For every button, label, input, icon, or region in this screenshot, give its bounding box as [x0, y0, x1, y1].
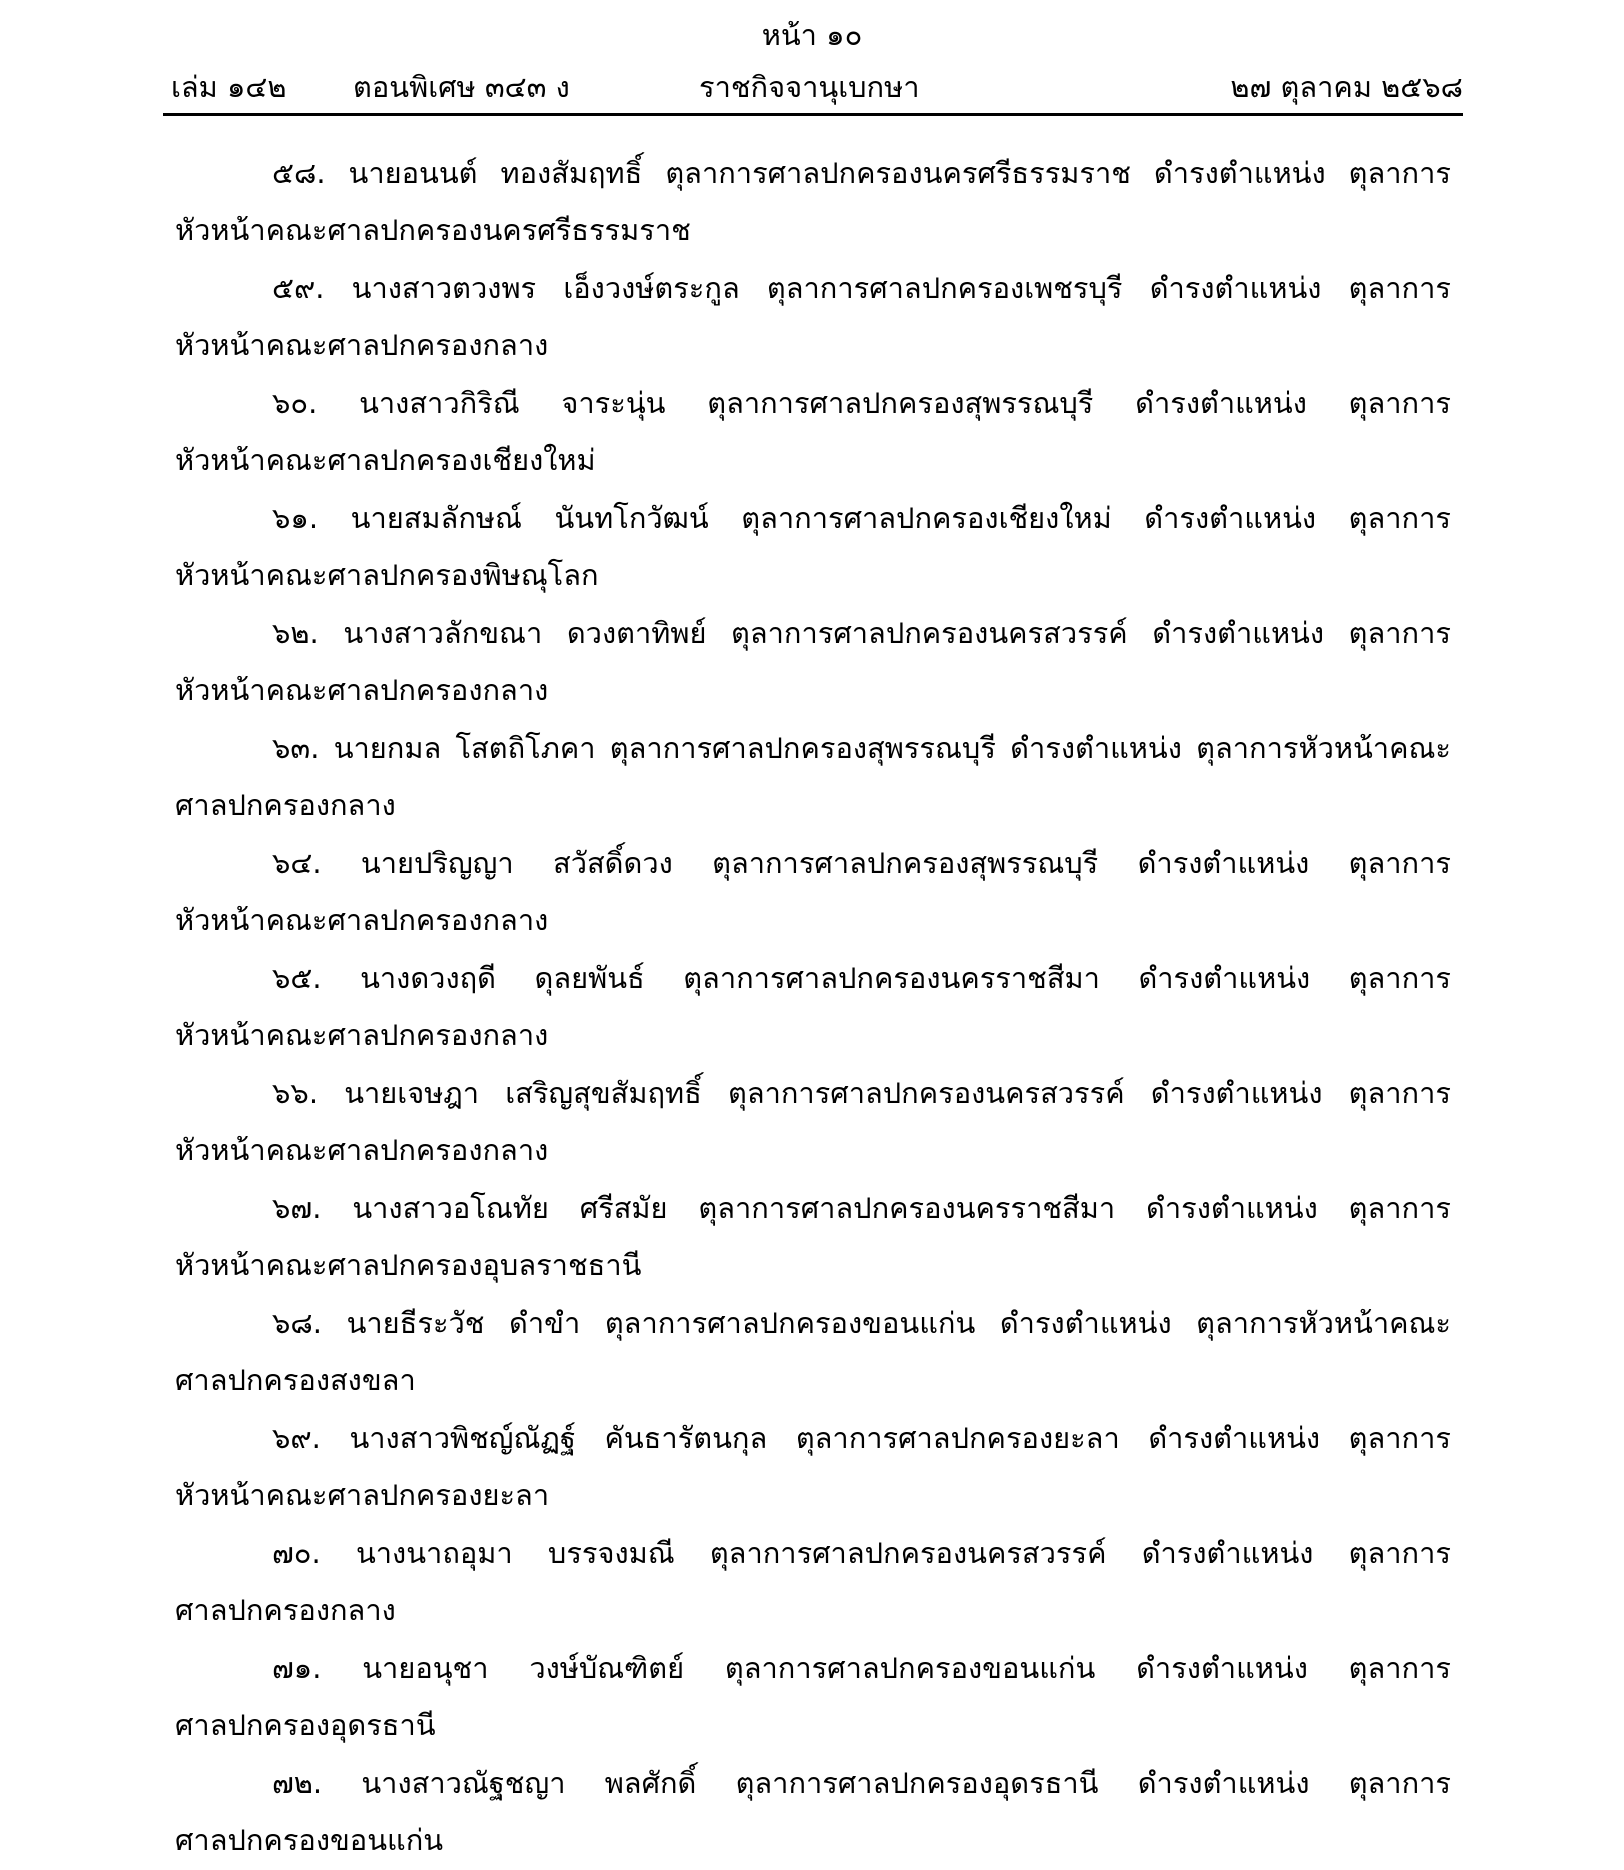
entry-word: นายเจษฎา	[344, 1076, 480, 1110]
entry-word: ตุลาการ	[1348, 961, 1451, 995]
entry-word: นางสาวกิริณี	[359, 386, 520, 420]
entry-first-line	[175, 145, 1451, 202]
entry-word: ดำรงตำแหน่ง	[1146, 1191, 1318, 1225]
entry-continuation: หัวหน้าคณะศาลปกครองกลาง	[175, 1133, 549, 1167]
entry-word: ดำรงตำแหน่ง	[1141, 1536, 1314, 1570]
entry-word: ตุลาการศาลปกครองนครสวรรค์	[709, 1536, 1107, 1570]
entry-word: ๖๐.	[272, 386, 318, 420]
entry-first-line	[175, 1295, 1451, 1352]
entry-first-line	[175, 835, 1451, 892]
entry-continuation: ศาลปกครองอุดรธานี	[175, 1708, 436, 1742]
appointment-entry	[175, 950, 1451, 1065]
entry-continuation: หัวหน้าคณะศาลปกครองยะลา	[175, 1478, 550, 1512]
entry-word: นายธีระวัช	[346, 1306, 485, 1340]
appointment-entry	[175, 490, 1451, 605]
appointment-entry	[175, 720, 1451, 835]
entry-word: ตุลาการศาลปกครองยะลา	[795, 1421, 1120, 1455]
entry-first-line	[175, 720, 1451, 777]
entry-word: ๗๑.	[272, 1651, 322, 1685]
entry-word: ตุลาการ	[1348, 1076, 1451, 1110]
entry-word: ดำรงตำแหน่ง	[1152, 616, 1325, 650]
entry-word: ๖๓.	[272, 731, 320, 765]
entry-word: ๕๙.	[272, 271, 325, 305]
entry-word: ๖๙.	[272, 1421, 321, 1455]
entry-word: ตุลาการ	[1348, 1191, 1451, 1225]
entry-word: ทองสัมฤทธิ์	[500, 156, 643, 190]
entry-first-line	[175, 605, 1451, 662]
entry-word: ๖๔.	[272, 846, 322, 880]
entry-word: ๗๐.	[272, 1536, 321, 1570]
entry-word: ตุลาการศาลปกครองเพชรบุรี	[766, 271, 1123, 305]
entry-word: ดำรงตำแหน่ง	[1138, 961, 1311, 995]
appointment-entry	[175, 1525, 1451, 1640]
entry-word: สวัสดิ์ดวง	[553, 846, 673, 880]
appointment-entry	[175, 1065, 1451, 1180]
entry-word: ๖๒.	[272, 616, 319, 650]
entry-first-line	[175, 1180, 1451, 1237]
entry-word: ดำรงตำแหน่ง	[1144, 501, 1317, 535]
header-volume: เล่ม ๑๔๒	[171, 70, 287, 104]
entry-word: ๗๒.	[272, 1766, 323, 1800]
entry-first-line	[175, 1410, 1451, 1467]
entry-word: ตุลาการศาลปกครองนครราชสีมา	[683, 961, 1100, 995]
entry-word: ตุลาการศาลปกครองนครสวรรค์	[731, 616, 1128, 650]
entry-continuation: ศาลปกครองสงขลา	[175, 1363, 416, 1397]
entry-word: นางดวงฤดี	[360, 961, 496, 995]
entry-word: นางสาวพิชญ์ณัฏฐ์	[349, 1421, 576, 1455]
entry-word: ๕๘.	[272, 156, 326, 190]
entry-word: เสริญสุขสัมฤทธิ์	[505, 1076, 702, 1110]
entry-continuation: หัวหน้าคณะศาลปกครองเชียงใหม่	[175, 443, 596, 477]
header-date: ๒๗ ตุลาคม ๒๕๖๘	[1230, 70, 1463, 104]
entry-word: ๖๖.	[272, 1076, 319, 1110]
entry-word: ตุลาการ	[1348, 846, 1451, 880]
entry-first-line	[175, 1755, 1451, 1812]
entry-first-line	[175, 260, 1451, 317]
entry-word: ดำขำ	[509, 1306, 581, 1340]
entry-word: นายอนนต์	[348, 156, 478, 190]
entry-word: นันทโกวัฒน์	[554, 501, 709, 535]
entry-word: ตุลาการศาลปกครองสุพรรณบุรี	[707, 386, 1094, 420]
entry-continuation: หัวหน้าคณะศาลปกครองอุบลราชธานี	[175, 1248, 642, 1282]
page-number: หน้า ๑๐	[761, 18, 863, 52]
entry-continuation: ศาลปกครองขอนแก่น	[175, 1823, 444, 1857]
entry-word: ตุลาการ	[1348, 156, 1451, 190]
appointment-entry	[175, 260, 1451, 375]
appointment-list	[175, 145, 1451, 1870]
entry-word: ดำรงตำแหน่ง	[1136, 1651, 1308, 1685]
entry-word: ๖๗.	[272, 1191, 322, 1225]
entry-continuation: หัวหน้าคณะศาลปกครองกลาง	[175, 328, 549, 362]
entry-word: นางสาวลักขณา	[343, 616, 543, 650]
entry-word: คันธารัตนกุล	[604, 1421, 768, 1455]
appointment-entry	[175, 1410, 1451, 1525]
entry-word: ๖๘.	[272, 1306, 322, 1340]
entry-word: ตุลาการศาลปกครองขอนแก่น	[604, 1306, 976, 1340]
entry-continuation: ศาลปกครองกลาง	[175, 788, 396, 822]
entry-first-line	[175, 1525, 1451, 1582]
entry-continuation: หัวหน้าคณะศาลปกครองนครศรีธรรมราช	[175, 213, 691, 247]
entry-word: โสตถิโภคา	[455, 731, 596, 765]
entry-word: ตุลาการศาลปกครองนครสวรรค์	[727, 1076, 1125, 1110]
appointment-entry	[175, 1180, 1451, 1295]
entry-first-line	[175, 950, 1451, 1007]
entry-word: ตุลาการศาลปกครองนครศรีธรรมราช	[665, 156, 1131, 190]
entry-word: ดำรงตำแหน่ง	[1137, 846, 1310, 880]
entry-first-line	[175, 1065, 1451, 1122]
header-issue: ตอนพิเศษ ๓๔๓ ง	[353, 70, 570, 104]
entry-word: ดวงตาทิพย์	[566, 616, 707, 650]
entry-word: ๖๕.	[272, 961, 322, 995]
appointment-entry	[175, 145, 1451, 260]
entry-word: ตุลาการ	[1348, 1651, 1451, 1685]
entry-word: ดำรงตำแหน่ง	[1153, 156, 1326, 190]
entry-word: นางสาวอโณทัย	[352, 1191, 549, 1225]
entry-word: ตุลาการหัวหน้าคณะ	[1196, 1306, 1451, 1340]
entry-continuation: ศาลปกครองกลาง	[175, 1593, 396, 1627]
appointment-entry	[175, 605, 1451, 720]
entry-word: ศรีสมัย	[579, 1191, 668, 1225]
entry-first-line	[175, 375, 1451, 432]
header-gazette-name: ราชกิจจานุเบกษา	[699, 70, 920, 104]
entry-word: บรรจงมณี	[547, 1536, 675, 1570]
entry-word: นางนาถอุมา	[355, 1536, 513, 1570]
appointment-entry	[175, 1755, 1451, 1870]
header-rule	[163, 113, 1463, 116]
entry-word: ดำรงตำแหน่ง	[1150, 1076, 1323, 1110]
entry-word: ตุลาการ	[1348, 616, 1451, 650]
entry-word: เอ็งวงษ์ตระกูล	[563, 271, 740, 305]
entry-continuation: หัวหน้าคณะศาลปกครองพิษณุโลก	[175, 558, 599, 592]
entry-word: ตุลาการ	[1348, 386, 1451, 420]
entry-word: ตุลาการ	[1348, 1421, 1451, 1455]
entry-word: ดุลยพันธ์	[534, 961, 645, 995]
entry-word: พลศักดิ์	[604, 1766, 697, 1800]
entry-word: ตุลาการศาลปกครองนครราชสีมา	[698, 1191, 1116, 1225]
entry-word: นายอนุชา	[362, 1651, 489, 1685]
entry-word: ตุลาการ	[1348, 1536, 1451, 1570]
entry-word: ดำรงตำแหน่ง	[1137, 1766, 1310, 1800]
appointment-entry	[175, 375, 1451, 490]
entry-word: ตุลาการ	[1348, 1766, 1451, 1800]
entry-first-line	[175, 1640, 1451, 1697]
entry-word: ตุลาการศาลปกครองขอนแก่น	[724, 1651, 1096, 1685]
entry-word: ดำรงตำแหน่ง	[1135, 386, 1307, 420]
entry-continuation: หัวหน้าคณะศาลปกครองกลาง	[175, 903, 549, 937]
entry-word: ตุลาการหัวหน้าคณะ	[1196, 731, 1451, 765]
entry-word: ตุลาการศาลปกครองสุพรรณบุรี	[609, 731, 996, 765]
entry-word: นายปริญญา	[360, 846, 514, 880]
entry-word: ตุลาการ	[1348, 501, 1451, 535]
entry-word: นางสาวณัฐชญา	[361, 1766, 566, 1800]
entry-first-line	[175, 490, 1451, 547]
entry-word: ดำรงตำแหน่ง	[1149, 271, 1322, 305]
appointment-entry	[175, 1640, 1451, 1755]
entry-word: ตุลาการ	[1348, 271, 1451, 305]
gazette-header	[163, 62, 1463, 112]
entry-word: ตุลาการศาลปกครองเชียงใหม่	[741, 501, 1112, 535]
entry-word: ดำรงตำแหน่ง	[1010, 731, 1182, 765]
entry-continuation: หัวหน้าคณะศาลปกครองกลาง	[175, 1018, 549, 1052]
entry-word: นางสาวตวงพร	[351, 271, 537, 305]
entry-word: ๖๑.	[272, 501, 319, 535]
entry-word: วงษ์บัณฑิตย์	[529, 1651, 685, 1685]
entry-word: นายกมล	[333, 731, 442, 765]
entry-continuation: หัวหน้าคณะศาลปกครองกลาง	[175, 673, 549, 707]
appointment-entry	[175, 1295, 1451, 1410]
entry-word: ตุลาการศาลปกครองสุพรรณบุรี	[712, 846, 1099, 880]
entry-word: ตุลาการศาลปกครองอุดรธานี	[735, 1766, 1099, 1800]
appointment-entry	[175, 835, 1451, 950]
entry-word: นายสมลักษณ์	[350, 501, 522, 535]
entry-word: ดำรงตำแหน่ง	[999, 1306, 1172, 1340]
entry-word: ดำรงตำแหน่ง	[1148, 1421, 1321, 1455]
entry-word: จาระนุ่น	[561, 386, 666, 420]
